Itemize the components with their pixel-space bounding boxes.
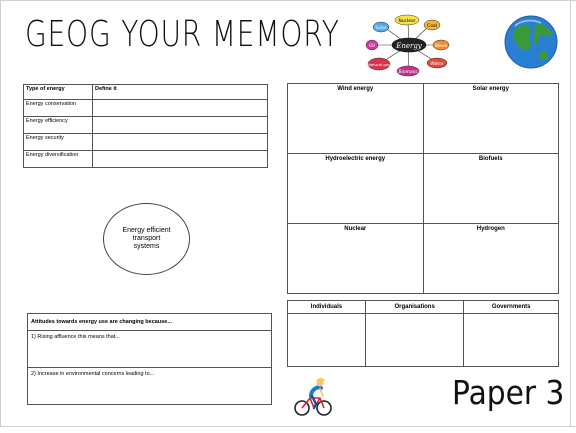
solar-label: Solar — [375, 26, 387, 31]
definition-cell[interactable] — [93, 151, 268, 168]
energy-types-table — [23, 84, 268, 168]
water-label: Water — [430, 62, 444, 67]
column-header-define: Define it — [93, 85, 268, 100]
ellipse-line: systems — [133, 243, 160, 250]
stakeholders-table — [287, 300, 559, 367]
biomass-label: Biomass — [398, 70, 418, 75]
table-row — [24, 100, 268, 117]
attitudes-row-1[interactable]: 1) Rising affluence this means that... — [28, 331, 272, 368]
solar-energy-box[interactable]: Solar energy — [423, 84, 559, 154]
definition-cell[interactable] — [93, 134, 268, 151]
ellipse-line: Energy efficient — [122, 227, 171, 234]
bottom-border — [0, 426, 576, 427]
governments-cell[interactable] — [464, 314, 559, 367]
definition-cell[interactable] — [93, 100, 268, 117]
table-row — [24, 151, 268, 168]
row-label: Energy conservation — [24, 100, 93, 117]
globe-icon — [503, 14, 559, 70]
biofuels-box[interactable]: Biofuels — [423, 154, 559, 224]
nuclear-box[interactable]: Nuclear — [288, 224, 424, 294]
left-border — [0, 0, 1, 427]
individuals-cell[interactable] — [288, 314, 366, 367]
right-border — [570, 0, 571, 427]
hydrogen-box[interactable]: Hydrogen — [423, 224, 559, 294]
table-row — [24, 134, 268, 151]
cyclist-icon — [293, 374, 333, 418]
energy-sources-grid — [287, 83, 559, 294]
page-title: GEOG YOUR MEMORY — [25, 14, 340, 55]
organisations-cell[interactable] — [365, 314, 463, 367]
definition-cell[interactable] — [93, 117, 268, 134]
hydroelectric-energy-box[interactable]: Hydroelectric energy — [288, 154, 424, 224]
column-header-organisations: Organisations — [365, 301, 463, 314]
nuclear-label: Nuclear — [398, 19, 416, 24]
row-label: Energy security — [24, 134, 93, 151]
energy-sources-diagram — [364, 12, 454, 78]
energy-center-label: Energy — [396, 42, 422, 50]
top-border — [0, 0, 576, 1]
table-row — [24, 117, 268, 134]
ellipse-line: transport — [132, 235, 161, 242]
row-label: Energy diversification — [24, 151, 93, 168]
column-header-governments: Governments — [464, 301, 559, 314]
attitudes-header: Attitudes towards energy use are changing because... — [28, 314, 272, 331]
attitudes-row-2[interactable]: 2) Increase in environmental concerns leading to... — [28, 368, 272, 405]
attitudes-table — [27, 313, 272, 405]
wind-energy-box[interactable]: Wind energy — [288, 84, 424, 154]
natural-gas-label: Natural gas — [368, 62, 390, 67]
column-header-individuals: Individuals — [288, 301, 366, 314]
wave-label: Wave — [434, 44, 448, 49]
oil-label: Oil — [368, 44, 376, 49]
paper-label: Paper 3 — [452, 373, 565, 412]
row-label: Energy efficiency — [24, 117, 93, 134]
transport-systems-bubble[interactable] — [103, 203, 190, 275]
coal-label: Coal — [427, 24, 437, 29]
transport-systems-text — [122, 227, 170, 251]
column-header-type: Type of energy — [24, 85, 93, 100]
table-header-row — [24, 85, 268, 100]
